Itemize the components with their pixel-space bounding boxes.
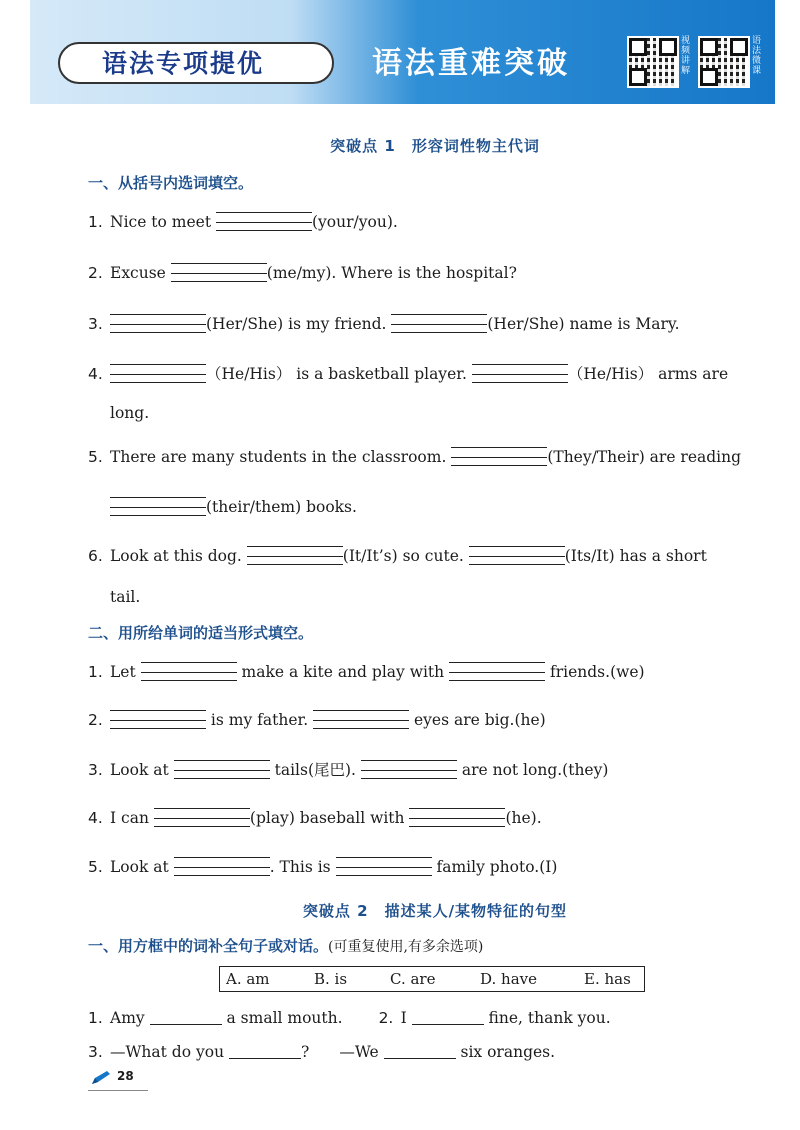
word-option: D. have bbox=[480, 970, 537, 988]
question-text: eyes are big.(he) bbox=[409, 711, 546, 729]
banner-title: 语法重难突破 bbox=[372, 46, 570, 81]
answer-blank[interactable] bbox=[469, 546, 565, 565]
word-options-box bbox=[219, 966, 645, 992]
question-row bbox=[88, 544, 788, 568]
page-number: 28 bbox=[117, 1069, 134, 1083]
part-heading bbox=[88, 935, 483, 956]
question-text: Look at this dog. bbox=[110, 547, 247, 565]
question-row bbox=[88, 660, 788, 684]
word-option: B. is bbox=[314, 970, 348, 988]
question-text: Excuse bbox=[110, 264, 171, 282]
answer-blank[interactable] bbox=[384, 1044, 456, 1059]
answer-blank[interactable] bbox=[174, 857, 270, 876]
answer-blank[interactable] bbox=[229, 1044, 301, 1059]
question-number: 1. bbox=[88, 1009, 103, 1027]
question-text: are not long.(they) bbox=[456, 761, 609, 779]
question-number: 1. bbox=[88, 213, 103, 231]
answer-blank[interactable] bbox=[313, 710, 409, 729]
question-number: 2. bbox=[88, 711, 103, 729]
question-text: —What do you bbox=[110, 1043, 229, 1061]
question-text: (your/you). bbox=[312, 213, 398, 231]
question-row bbox=[88, 855, 788, 879]
question-text: ? bbox=[301, 1043, 310, 1061]
answer-blank[interactable] bbox=[412, 1010, 484, 1025]
question-text: Nice to meet bbox=[110, 213, 216, 231]
question-text: —We bbox=[339, 1043, 384, 1061]
answer-blank[interactable] bbox=[361, 760, 457, 779]
question-text: fine, thank you. bbox=[483, 1009, 611, 1027]
question-text: . This is bbox=[269, 858, 336, 876]
question-row bbox=[88, 1040, 788, 1064]
question-text: There are many students in the classroom. bbox=[110, 448, 452, 466]
question-number: 4. bbox=[88, 809, 103, 827]
answer-blank[interactable] bbox=[174, 760, 270, 779]
answer-blank[interactable] bbox=[391, 314, 487, 333]
question-number: 6. bbox=[88, 547, 103, 565]
question-text: Look at bbox=[110, 858, 174, 876]
question-row bbox=[88, 708, 788, 732]
part-heading-text: 一、用方框中的词补全句子或对话。 bbox=[88, 937, 329, 955]
part-heading-note: (可重复使用,有多余选项) bbox=[328, 939, 484, 955]
answer-blank[interactable] bbox=[247, 546, 343, 565]
question-text: (their/them) books. bbox=[206, 498, 357, 516]
question-number: 3. bbox=[88, 315, 103, 333]
question-text: six oranges. bbox=[455, 1043, 556, 1061]
qr-code-icon[interactable] bbox=[627, 36, 679, 88]
word-option: C. are bbox=[390, 970, 436, 988]
question-number: 2. bbox=[88, 264, 103, 282]
answer-blank[interactable] bbox=[110, 497, 206, 516]
answer-blank[interactable] bbox=[472, 364, 568, 383]
question-number: 3. bbox=[88, 761, 103, 779]
section-pill-label: 语法专项提优 bbox=[102, 49, 265, 78]
question-text: family photo.(I) bbox=[431, 858, 558, 876]
answer-blank[interactable] bbox=[336, 857, 432, 876]
answer-blank[interactable] bbox=[154, 808, 250, 827]
question-number: 4. bbox=[88, 365, 103, 383]
question-text: （He/His） is a basketball player. bbox=[206, 365, 472, 383]
section-title: 突破点 1 形容词性物主代词 bbox=[330, 137, 540, 155]
word-option: A. am bbox=[226, 970, 270, 988]
question-text: Look at bbox=[110, 761, 174, 779]
question-row bbox=[88, 445, 788, 469]
question-row bbox=[88, 261, 788, 285]
answer-blank[interactable] bbox=[110, 314, 206, 333]
question-continuation: long. bbox=[110, 404, 150, 422]
question-text: a small mouth. bbox=[221, 1009, 343, 1027]
question-row bbox=[88, 210, 788, 234]
question-text: Let bbox=[110, 663, 141, 681]
question-number: 1. bbox=[88, 663, 103, 681]
question-row bbox=[88, 806, 788, 830]
question-text: I bbox=[400, 1009, 412, 1027]
answer-blank[interactable] bbox=[171, 263, 267, 282]
question-number: 2. bbox=[378, 1009, 394, 1027]
question-text: tails(尾巴). bbox=[269, 761, 361, 779]
answer-blank[interactable] bbox=[141, 662, 237, 681]
question-text: (They/Their) are reading bbox=[547, 448, 742, 466]
question-continuation: tail. bbox=[110, 588, 141, 606]
answer-blank[interactable] bbox=[110, 364, 206, 383]
question-row bbox=[88, 1006, 788, 1030]
question-text: (Its/It) has a short bbox=[564, 547, 707, 565]
question-row bbox=[88, 312, 788, 336]
question-row bbox=[110, 495, 800, 519]
qr-label-microclass: 语法微课 bbox=[752, 36, 762, 76]
qr-label-video: 视频讲解 bbox=[681, 36, 691, 76]
answer-blank[interactable] bbox=[451, 447, 547, 466]
question-row bbox=[88, 758, 788, 782]
word-option: E. has bbox=[584, 970, 631, 988]
qr-code-icon[interactable] bbox=[698, 36, 750, 88]
question-text: is my father. bbox=[206, 711, 314, 729]
question-text: (Her/She) name is Mary. bbox=[487, 315, 680, 333]
question-text: make a kite and play with bbox=[236, 663, 450, 681]
question-text: (play) baseball with bbox=[249, 809, 410, 827]
answer-blank[interactable] bbox=[150, 1010, 222, 1025]
answer-blank[interactable] bbox=[449, 662, 545, 681]
question-number: 5. bbox=[88, 448, 103, 466]
part-heading: 二、用所给单词的适当形式填空。 bbox=[88, 624, 314, 642]
question-text: (It/It’s) so cute. bbox=[342, 547, 469, 565]
question-number: 3. bbox=[88, 1043, 103, 1061]
answer-blank[interactable] bbox=[110, 710, 206, 729]
question-text: （He/His） arms are bbox=[567, 365, 729, 383]
answer-blank[interactable] bbox=[409, 808, 505, 827]
question-row bbox=[88, 362, 788, 386]
section-title: 突破点 2 描述某人/某物特征的句型 bbox=[302, 902, 568, 920]
question-text: I can bbox=[110, 809, 154, 827]
question-text: (me/my). Where is the hospital? bbox=[266, 264, 517, 282]
footer-divider bbox=[88, 1090, 148, 1091]
question-text: friends.(we) bbox=[545, 663, 645, 681]
pencil-icon bbox=[90, 1070, 112, 1086]
question-text: (he). bbox=[505, 809, 542, 827]
question-text: (Her/She) is my friend. bbox=[206, 315, 392, 333]
part-heading: 一、从括号内选词填空。 bbox=[88, 174, 254, 192]
answer-blank[interactable] bbox=[216, 212, 312, 231]
question-number: 5. bbox=[88, 858, 103, 876]
question-text: Amy bbox=[110, 1009, 150, 1027]
